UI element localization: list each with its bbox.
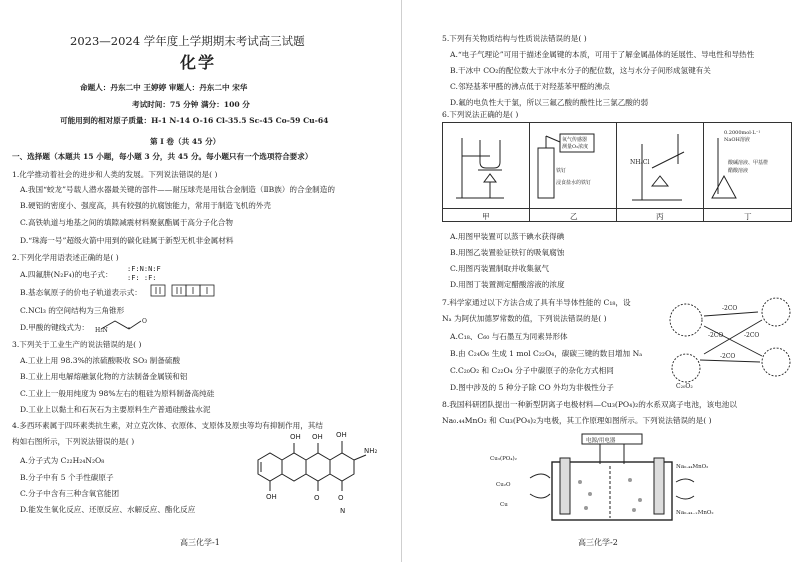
exam-title: 2023—2024 学年度上学期期末考试高三试题: [70, 34, 305, 48]
q7-option-c: C.C₂₀O₂ 和 C₂₂O₄ 分子中碳原子的杂化方式相同: [450, 366, 614, 375]
q5-option-d: D.氟的电负性大于氯，所以三氟乙酸的酸性比三氯乙酸的弱: [450, 98, 649, 107]
svg-text::F: :F:: :F: :F:: [127, 274, 157, 282]
q6-option-b: B.用图乙装置验证铁钉的吸氧腐蚀: [450, 248, 565, 257]
q6-label-jia: 甲: [482, 212, 490, 221]
battery-left-label-3: Cu: [500, 502, 508, 508]
doxycycline-structure-icon: [238, 425, 388, 515]
fig-d-acid-label: 醋酸溶液: [728, 168, 749, 174]
subject-title: 化学: [180, 53, 217, 72]
q1-stem: 1.化学推动着社会的进步和人类的发展。下列说法错误的是( ): [12, 170, 218, 179]
battery-power-label: 电源/用电器: [586, 438, 616, 444]
q6-label-yi: 乙: [570, 212, 578, 221]
q6-option-d: D.用图丁装置测定醋酸溶液的浓度: [450, 280, 565, 289]
battery-right-label-2: Na₀.₄₄₋ₓMnO₂: [676, 510, 714, 516]
q8-stem: 8.我国科研团队提出一种新型阴离子电极材料—Cu₃(PO₄)₂的水系双离子电池，该电池以: [442, 400, 737, 409]
battery-left-label-2: Cu₂O: [496, 482, 511, 488]
q4-option-c: C.分子中含有三种含氧官能团: [20, 489, 120, 498]
svg-text::F:N:N:F: :F:N:N:F: [127, 265, 161, 273]
svg-text:NaOH溶液: NaOH溶液: [724, 137, 750, 143]
c20o2-label: C₂₀O₂: [676, 383, 693, 390]
q1-option-a: A.我国“蛟龙”号载人潜水器最关键的部件——耐压球壳是用钛合金制造（ⅡB族）的合金制造的: [20, 185, 335, 194]
fig-c-label: NH₄Cl: [630, 159, 650, 166]
q1-option-b: B.硬铝的密度小、强度高，具有较强的抗腐蚀能力，常用于制造飞机的外壳: [20, 201, 271, 210]
q2-option-b: B.基态氧原子的价电子轨道表示式：: [20, 288, 142, 297]
q8-stem-2: Na₀.₄₄MnO₂ 和 Cu₃(PO₄)₂为电极，其工作原理如图所示。下列说法错误的是( ): [442, 416, 712, 425]
svg-text:OH: OH: [266, 493, 277, 501]
q5-option-a: A.“电子气理论”可用于描述金属键的本质，可用于了解金属晶体的延展性、导电性和导热性: [450, 50, 755, 59]
c18-synthesis-scheme-icon: [664, 290, 798, 390]
page-footer-right: 高三化学-2: [578, 538, 618, 547]
q2-option-c: C.NCl₃ 的空间结构为三角锥形: [20, 306, 125, 315]
svg-text:N: N: [340, 507, 346, 515]
q4-stem: 4.多西环素属于四环素类抗生素，对立克次体、衣原体、支原体及原虫等均有抑制作用，其结: [12, 421, 323, 430]
c18-loss-label-4: -2CO: [744, 332, 760, 339]
q5-option-c: C.邻羟基苯甲醛的沸点低于对羟基苯甲醛的沸点: [450, 82, 610, 91]
svg-text:O: O: [338, 494, 344, 502]
c18-loss-label-3: -2CO: [708, 332, 724, 339]
authors-line: 命题人：丹东二中 王婷婷 审题人：丹东二中 宋华: [80, 83, 248, 92]
q3-option-c: C.工业上一般用纯度为 98%左右的粗硅为原料制备高纯硅: [20, 389, 215, 398]
atomic-masses-line: 可能用到的相对原子质量：H-1 N-14 O-16 Cl-35.5 Sc-45 Co-59 Cu-64: [60, 116, 329, 125]
svg-text:NH₂: NH₂: [364, 447, 378, 455]
fig-b-salt-label: 浸食盐水的铁钉: [556, 180, 592, 186]
q6-label-ding: 丁: [744, 212, 752, 221]
q7-stem-2: Nₐ 为阿伏加德罗常数的值，下列说法错误的是( ): [442, 314, 607, 323]
q4-option-b: B.分子中有 5 个手性碳原子: [20, 473, 114, 482]
c18-loss-label-2: -2CO: [720, 353, 736, 360]
q3-option-b: B.工业上用电解熔融氯化物的方法制备金属镁和铝: [20, 372, 188, 381]
svg-text:OH: OH: [312, 433, 323, 441]
c18-loss-label-1: -2CO: [722, 305, 738, 312]
titration-apparatus-icon: [708, 124, 788, 204]
svg-text:OH: OH: [336, 431, 347, 439]
svg-text:H₂N: H₂N: [95, 327, 108, 333]
battery-left-label-1: Cu₃(PO₄)₂: [490, 456, 517, 462]
fig-d-indicator-label: 酸碱溶液、甲基橙: [728, 160, 769, 166]
orbital-diagram-icon: [150, 284, 220, 298]
q7-option-b: B.由 C₂₄O₆ 生成 1 mol C₂₂O₄，碳碳三键的数目增加 Nₐ: [450, 349, 643, 358]
q7-option-d: D.图中涉及的 5 种分子除 CO 外均为非极性分子: [450, 383, 614, 392]
q5-stem: 5.下列有关物质结构与性质说法错误的是( ): [442, 34, 587, 43]
q3-stem: 3.下列关于工业生产的说法错误的是( ): [12, 340, 142, 349]
ammonia-prep-apparatus-icon: [622, 124, 700, 204]
q5-option-b: B.干冰中 CO₂的配位数大于冰中水分子的配位数，这与水分子间形成氢键有关: [450, 66, 711, 75]
q1-option-d: D.“珠海一号”超级火箭中用到的碳化硅属于新型无机非金属材料: [20, 236, 234, 245]
q4-stem-2: 构如右图所示，下列说法错误的是( ): [12, 437, 135, 446]
q2-stem: 2.下列化学用语表述正确的是( ): [12, 253, 119, 262]
time-score-line: 考试时间：75 分钟 满分：100 分: [132, 100, 250, 109]
instructions-line: 一、选择题（本题共 15 小题，每小题 3 分，共 45 分。每小题只有一个选项符合要求）: [12, 152, 313, 161]
q1-option-c: C.高铁轨道与地基之间的填隙减震材料聚氨酯属于高分子化合物: [20, 218, 233, 227]
oxygen-sensor-apparatus-icon: [534, 124, 614, 204]
section-heading: 第 I 卷（共 45 分）: [150, 137, 221, 146]
battery-right-label-1: Na₀.₄₄MnO₂: [676, 464, 709, 470]
q6-label-bing: 丙: [656, 212, 664, 221]
q6-option-a: A.用图甲装置可以蒸干碘水获得碘: [450, 232, 565, 241]
right-page: [402, 0, 800, 562]
formic-acid-skeletal-icon: [95, 315, 155, 333]
svg-text:OH: OH: [290, 433, 301, 441]
svg-text:O: O: [314, 494, 320, 502]
q6-stem: 6.下列说法正确的是( ): [442, 110, 519, 119]
battery-diagram-icon: [490, 430, 730, 526]
fig-b-nail-label: 铁钉: [556, 168, 567, 174]
q2-option-d: D.甲酸的键线式为：: [20, 323, 89, 332]
q6-option-c: C.用图丙装置制取并收集氨气: [450, 264, 550, 273]
evaporation-apparatus-icon: [454, 128, 518, 204]
q4-option-d: D.能发生氧化反应、还原反应、水解反应、酯化反应: [20, 505, 196, 514]
electron-dot-formula-icon: [125, 263, 185, 283]
q3-option-a: A.工业上用 98.3%的浓硫酸吸收 SO₃ 制备硫酸: [20, 356, 181, 365]
q3-option-d: D.工业上以黏土和石灰石为主要原料生产普通硅酸盐水泥: [20, 405, 211, 414]
svg-text:测量O₂浓度: 测量O₂浓度: [562, 144, 589, 150]
svg-text:0.2000mol·L⁻¹: 0.2000mol·L⁻¹: [724, 130, 761, 136]
fig-b-sensor-label: 氧气传感器: [562, 137, 588, 143]
page-footer-left: 高三化学-1: [180, 538, 220, 547]
q4-option-a: A.分子式为 C₂₂H₂₄N₂O₈: [20, 456, 105, 465]
q7-option-a: A.C₁₈、C₆₀ 与石墨互为同素异形体: [450, 332, 568, 341]
q7-stem: 7.科学家通过以下方法合成了具有半导体性能的 C₁₈，设: [442, 298, 631, 307]
q2-option-a: A.四氟肼(N₂F₄)的电子式：: [20, 270, 113, 279]
svg-text:O: O: [142, 318, 147, 325]
